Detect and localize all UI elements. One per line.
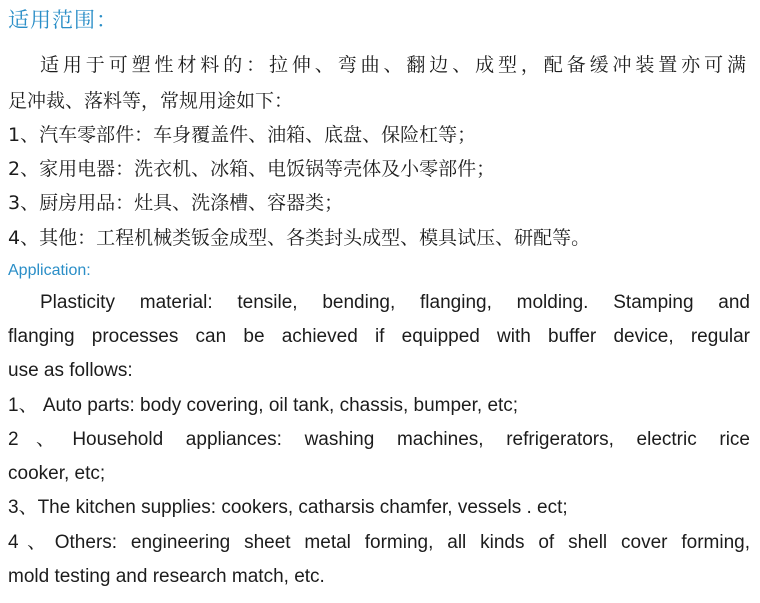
en-list-item-4-line-2: mold testing and research match, etc. (8, 566, 325, 587)
en-intro-line-3: use as follows: (8, 360, 133, 381)
en-list-item-2-line-1: 2、Household appliances: washing machines, refrigerators, electric rice (8, 429, 750, 450)
en-intro-line-1: Plasticity material: tensile, bending, flanging, molding. Stamping and (40, 292, 750, 313)
en-list-item-2-line-2: cooker, etc; (8, 463, 106, 484)
cn-list-item-2: 2、家用电器：洗衣机、冰箱、电饭锅等壳体及小零部件； (8, 158, 496, 180)
cn-intro-line-1: 适用于可塑性材料的：拉伸、弯曲、翻边、成型，配备缓冲装置亦可满 (40, 54, 746, 76)
cn-intro-line-2: 足冲裁、落料等，常规用途如下： (8, 90, 294, 112)
en-section-heading: Application: (8, 262, 91, 279)
en-list-item-1: 1、 Auto parts: body covering, oil tank, chassis, bumper, etc; (8, 395, 519, 416)
cn-list-item-1: 1、汽车零部件：车身覆盖件、油箱、底盘、保险杠等； (8, 124, 477, 146)
cn-list-item-3: 3、厨房用品：灶具、洗涤槽、容器类； (8, 192, 344, 214)
en-intro-line-2: flanging processes can be achieved if equipped with buffer device, regular (8, 326, 750, 347)
cn-list-item-4: 4、其他：工程机械类钣金成型、各类封头成型、模具试压、研配等。 (8, 227, 591, 249)
en-list-item-3: 3、The kitchen supplies: cookers, catharsis chamfer, vessels . ect; (8, 497, 568, 518)
en-list-item-4-line-1: 4、Others: engineering sheet metal forming, all kinds of shell cover forming, (8, 532, 750, 553)
cn-section-heading: 适用范围： (8, 8, 118, 32)
